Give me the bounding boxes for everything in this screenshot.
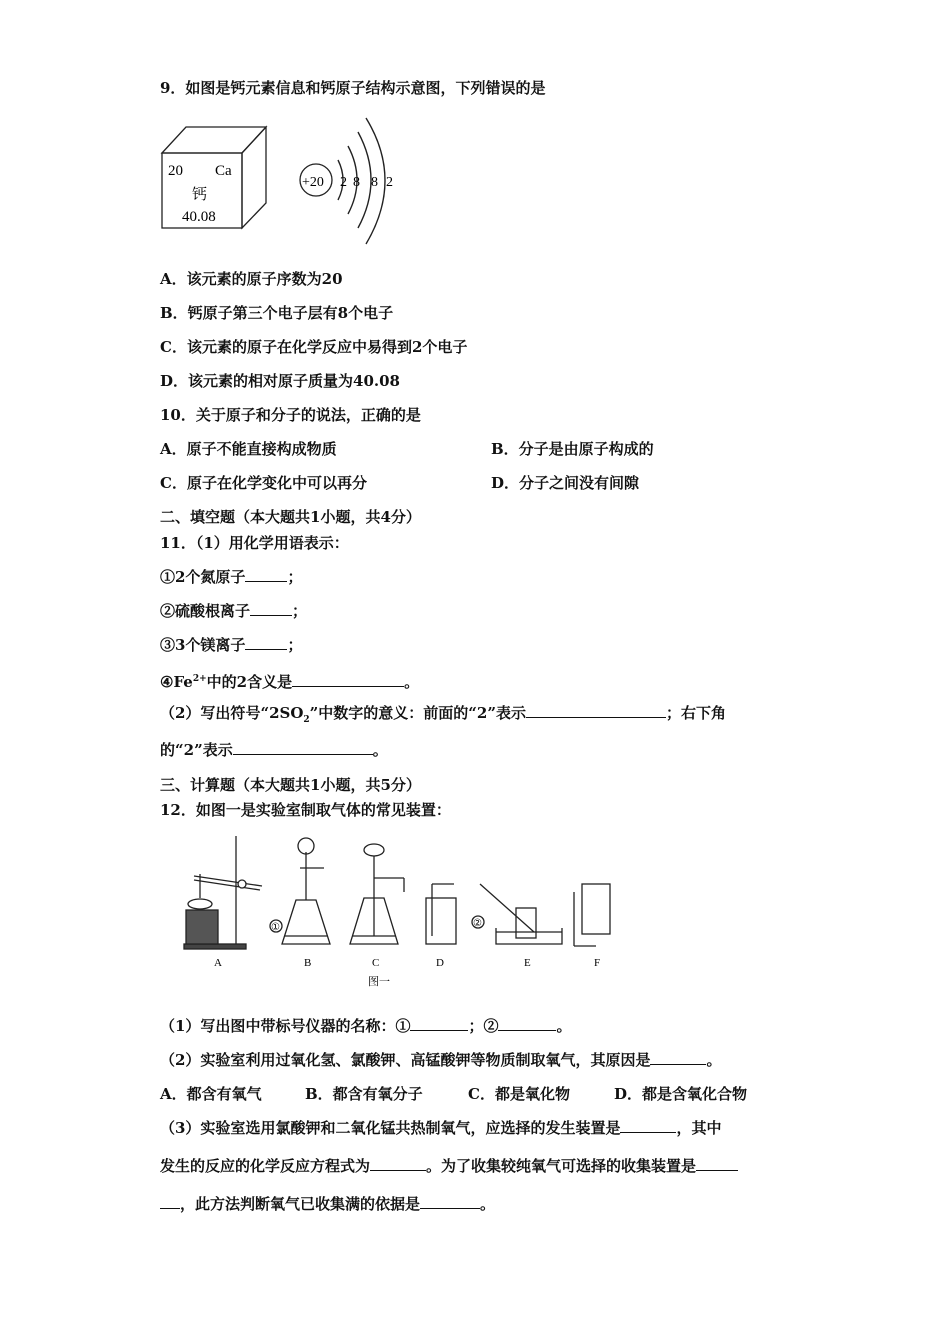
q10-option-b: B．分子是由原子构成的 (491, 440, 654, 458)
q9-option-d: D．该元素的相对原子质量为40.08 (160, 372, 400, 390)
atomic-mass: 40.08 (182, 209, 216, 225)
shell-3-electrons: 8 (371, 175, 378, 190)
section-2-heading: 二、填空题（本大题共1小题，共4分） (160, 508, 421, 526)
q12-stem: 12．如图一是实验室制取气体的常见装置： (160, 801, 451, 819)
q11-item-4: $④Fe^{2+}$中的2含义是 。 (160, 673, 420, 691)
q12-part-1: （1）写出图中带标号仪器的名称：① ；② 。 (160, 1017, 572, 1035)
label-a: A (214, 957, 222, 969)
q9-option-b: B．钙原子第三个电子层有8个电子 (160, 304, 394, 322)
label-c: C (372, 957, 380, 969)
calcium-element-card (158, 123, 268, 231)
shell-2-electrons: 8 (353, 175, 360, 190)
q10-option-c: C．原子在化学变化中可以再分 (160, 474, 367, 492)
q11-item-3: ③3个镁离子 ； (160, 636, 303, 654)
shell-4-electrons: 2 (386, 175, 393, 190)
q10-option-a: A．原子不能直接构成物质 (160, 440, 337, 458)
nucleus-charge: +20 (302, 175, 324, 190)
label-d: D (436, 957, 444, 969)
q9-stem: 9．如图是钙元素信息和钙原子结构示意图，下列错误的是 (160, 79, 546, 97)
calcium-atom-structure (296, 108, 406, 253)
q12-option-d: D．都是含氧化合物 (614, 1085, 748, 1103)
q12-part-3-line-2: 发生的反应的化学反应方程式为 。为了收集较纯氧气可选择的收集装置是 (160, 1156, 738, 1176)
marker-2: ② (473, 918, 482, 929)
atomic-number: 20 (168, 163, 183, 179)
q12-part-2: （2）实验室利用过氧化氢、氯酸钾、高锰酸钾等物质制取氧气，其原因是 。 (160, 1051, 722, 1069)
q12-part-3-line-3: ，此方法判断氧气已收集满的依据是 。 (160, 1194, 495, 1214)
q11-item-1: ①2个氮原子 ； (160, 568, 303, 586)
lab-apparatus-figure (178, 828, 618, 990)
label-f: F (594, 957, 601, 969)
q9-option-a: A．该元素的原子序数为20 (160, 270, 343, 288)
element-name: 钙 (192, 185, 208, 203)
q11-part-2: （2）写出符号“$2SO_2$”中数字的意义：前面的“2”表示 ；右下角 (160, 704, 727, 725)
figure-caption: 图一 (368, 975, 390, 988)
label-b: B (304, 957, 312, 969)
element-symbol: Ca (215, 163, 232, 179)
q9-option-c: C．该元素的原子在化学反应中易得到2个电子 (160, 338, 468, 356)
q11-part-2-line-2: 的“2”表示 。 (160, 741, 388, 759)
q12-part-3-line-1: （3）实验室选用氯酸钾和二氧化锰共热制氧气，应选择的发生装置是 ，其中 (160, 1119, 722, 1137)
q11-stem: 11．（1）用化学用语表示： (160, 534, 349, 552)
marker-1: ① (271, 922, 280, 933)
q10-stem: 10．关于原子和分子的说法，正确的是 (160, 406, 421, 424)
q11-item-2: ②硫酸根离子 ； (160, 602, 308, 620)
section-3-heading: 三、计算题（本大题共1小题，共5分） (160, 776, 421, 794)
q12-option-b: B．都含有氧分子 (305, 1085, 423, 1103)
q10-option-d: D．分子之间没有间隙 (491, 474, 640, 492)
q12-option-a: A．都含有氧气 (160, 1085, 262, 1103)
label-e: E (524, 957, 531, 969)
q12-option-c: C．都是氧化物 (468, 1085, 570, 1103)
shell-1-electrons: 2 (340, 175, 347, 190)
